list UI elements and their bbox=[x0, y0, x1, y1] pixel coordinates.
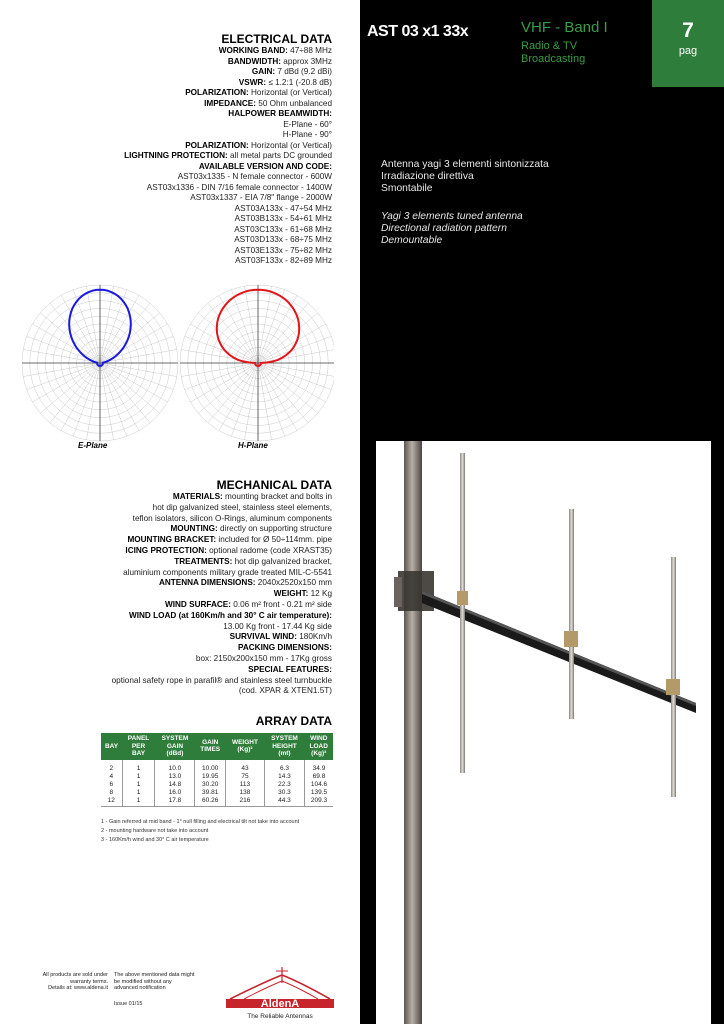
electrical-value: 47÷88 MHz bbox=[287, 46, 332, 55]
mechanical-value: box: 2150x200x150 mm - 17Kg gross bbox=[195, 653, 332, 663]
mechanical-row bbox=[2, 589, 332, 600]
array-cell: 6 bbox=[101, 781, 122, 789]
electrical-row bbox=[2, 162, 332, 173]
mechanical-value: 12 Kg bbox=[308, 589, 332, 599]
array-cell: 139.5 bbox=[310, 789, 328, 797]
mechanical-data-title: MECHANICAL DATA bbox=[216, 478, 332, 492]
footer-warranty bbox=[32, 972, 108, 992]
electrical-row bbox=[2, 204, 332, 215]
electrical-value: Horizontal (or Vertical) bbox=[248, 88, 332, 97]
electrical-value: AST03x1336 - DIN 7/16 female connector - 1400W bbox=[146, 182, 332, 192]
electrical-label: POLARIZATION: bbox=[185, 88, 249, 97]
h-plane-label: H-Plane bbox=[238, 441, 268, 450]
mechanical-row bbox=[2, 665, 332, 676]
mechanical-value: teflon isolators, silicon O-Rings, aluminum components bbox=[132, 513, 332, 523]
electrical-row bbox=[2, 46, 332, 57]
mechanical-row bbox=[2, 492, 332, 503]
mechanical-value: optional radome (code XRAST35) bbox=[206, 545, 332, 555]
array-cell: 14.3 bbox=[264, 773, 304, 781]
radiation-patterns bbox=[22, 283, 334, 453]
electrical-row bbox=[2, 109, 332, 120]
electrical-data-list bbox=[2, 46, 332, 267]
array-cell: 34.9 bbox=[312, 764, 326, 772]
electrical-value: 50 Ohm unbalanced bbox=[255, 98, 332, 108]
array-cell: 1 bbox=[122, 781, 155, 789]
mechanical-value: 0.06 m² front - 0.21 m² side bbox=[230, 599, 332, 609]
footer-disclaimer bbox=[114, 972, 194, 992]
electrical-value: AST03A133x - 47÷54 MHz bbox=[234, 203, 332, 213]
mechanical-row bbox=[2, 557, 332, 568]
array-header-text: TIMES bbox=[200, 746, 221, 754]
logo-tagline: The Reliable Antennas bbox=[247, 1013, 313, 1020]
array-data-title: ARRAY DATA bbox=[255, 714, 332, 728]
footer-disclaimer-line: advanced notification bbox=[114, 985, 166, 991]
description-line: Directional radiation pattern bbox=[381, 223, 507, 235]
array-header-text: BAY bbox=[131, 750, 146, 757]
mechanical-row bbox=[2, 524, 332, 535]
logo-brand: AldenA bbox=[260, 998, 300, 1010]
electrical-row bbox=[2, 151, 332, 162]
page-number-box bbox=[652, 0, 724, 87]
mechanical-row bbox=[2, 514, 332, 525]
array-cell: 75 bbox=[225, 773, 264, 781]
array-table-body bbox=[101, 760, 333, 807]
array-cell: 104.6 bbox=[310, 780, 328, 788]
mechanical-label: SPECIAL FEATURES: bbox=[248, 664, 332, 674]
array-header-text: LOAD bbox=[309, 742, 328, 750]
mechanical-value: included for Ø 50÷114mm. pipe bbox=[216, 535, 332, 545]
array-cell: 2 bbox=[101, 760, 122, 773]
band-subtitle-line: Radio & TV bbox=[521, 40, 578, 52]
electrical-row bbox=[2, 130, 332, 141]
array-header-cell bbox=[122, 733, 155, 760]
array-header-text: SYSTEM bbox=[161, 735, 189, 742]
antenna-photo bbox=[376, 441, 711, 1024]
array-cell: 16.0 bbox=[155, 789, 195, 797]
array-cell: 138 bbox=[225, 789, 264, 797]
array-cell: 216 bbox=[225, 797, 264, 806]
array-header-cell bbox=[155, 733, 195, 760]
electrical-value: approx 3MHz bbox=[281, 56, 332, 66]
description-line: Yagi 3 elements tuned antenna bbox=[381, 211, 523, 222]
electrical-value: AST03F133x - 82÷89 MHz bbox=[235, 256, 332, 265]
array-note: 1 - Gain referred at mid band - 1° null filling and electrical tilt not take into account bbox=[101, 819, 300, 825]
electrical-row bbox=[2, 246, 332, 257]
mechanical-row bbox=[2, 568, 332, 579]
array-cell: 19.95 bbox=[195, 773, 225, 781]
array-cell: 30.3 bbox=[264, 789, 304, 797]
array-cell: 17.8 bbox=[155, 797, 195, 806]
array-header-text: (dBd) bbox=[166, 750, 184, 757]
left-column bbox=[0, 0, 360, 1024]
array-header-text: SYSTEM bbox=[271, 735, 298, 742]
electrical-data-title: ELECTRICAL DATA bbox=[221, 32, 332, 46]
array-cell: 1 bbox=[122, 797, 155, 806]
mechanical-value: mounting bracket and bolts in bbox=[222, 492, 332, 501]
array-header-text: WIND bbox=[310, 735, 328, 742]
electrical-value: H-Plane - 90° bbox=[282, 130, 332, 139]
mechanical-value: aluminium components military grade treated MIL-C-5541 bbox=[123, 567, 332, 577]
band-subtitle-line: Broadcasting bbox=[521, 53, 586, 65]
mechanical-row bbox=[2, 676, 332, 687]
mechanical-label: WIND LOAD (at 160Km/h and 30° C air temperature): bbox=[129, 610, 332, 620]
mechanical-label: TREATMENTS: bbox=[174, 556, 233, 566]
table-row bbox=[101, 797, 333, 806]
footer-disclaimer-line: The above mentioned data might bbox=[114, 972, 195, 978]
array-cell: 69.8 bbox=[312, 772, 326, 780]
electrical-value: AST03E133x - 75÷82 MHz bbox=[234, 245, 332, 255]
electrical-label: IMPEDANCE: bbox=[204, 98, 256, 108]
electrical-label: GAIN: bbox=[251, 67, 276, 76]
array-header-text: PER bbox=[131, 742, 146, 750]
e-plane-label: E-Plane bbox=[78, 441, 108, 450]
mechanical-row bbox=[2, 686, 332, 697]
array-cell: 22.3 bbox=[264, 781, 304, 789]
electrical-row bbox=[2, 193, 332, 204]
array-cell: 39.81 bbox=[195, 789, 225, 797]
electrical-value: AST03C133x - 61÷68 MHz bbox=[234, 224, 332, 234]
table-row bbox=[101, 781, 333, 789]
electrical-row bbox=[2, 57, 332, 68]
array-cell: 1 bbox=[122, 760, 155, 773]
array-header-text: (Kg)² bbox=[237, 746, 253, 754]
electrical-value: ≤ 1.2:1 (-20.8 dB) bbox=[266, 77, 332, 87]
footer-issue: Issue 01/15 bbox=[114, 1001, 143, 1007]
mechanical-row bbox=[2, 578, 332, 589]
electrical-value: AST03x1335 - N female connector - 600W bbox=[177, 172, 332, 181]
mechanical-label: WIND SURFACE: bbox=[165, 599, 231, 609]
array-cell: 12 bbox=[101, 797, 122, 806]
description-line: Irradiazione direttiva bbox=[381, 171, 474, 183]
electrical-row bbox=[2, 183, 332, 194]
description-line: Antenna yagi 3 elementi sintonizzata bbox=[381, 159, 549, 170]
array-header-text: GAIN bbox=[202, 738, 219, 746]
table-row bbox=[101, 760, 333, 773]
antenna-illustration bbox=[376, 441, 711, 1024]
array-cell: 10.0 bbox=[155, 760, 195, 773]
electrical-value: AST03D133x - 68÷75 MHz bbox=[234, 235, 332, 244]
description-italian bbox=[381, 159, 549, 196]
footer-warranty-line: warranty terms. bbox=[70, 978, 108, 985]
mechanical-value: 2040x2520x150 mm bbox=[255, 578, 332, 588]
array-header-text: (mt) bbox=[278, 750, 291, 757]
array-header-cell bbox=[264, 733, 304, 760]
array-header-text: GAIN bbox=[166, 742, 184, 750]
band-subtitle bbox=[521, 40, 585, 66]
aldena-logo-mark bbox=[222, 965, 338, 1020]
array-cell: 8 bbox=[101, 789, 122, 797]
array-header-cell bbox=[225, 733, 264, 760]
footer-warranty-line: Details at: www.aldena.it bbox=[48, 985, 108, 991]
mechanical-value: hot dip galvanized steel, stainless steel elements, bbox=[152, 502, 332, 512]
array-cell: 113 bbox=[225, 781, 264, 789]
table-row bbox=[101, 773, 333, 781]
mechanical-value: (cod. XPAR & XTEN1.5T) bbox=[238, 686, 332, 696]
electrical-label: WORKING BAND: bbox=[218, 46, 288, 55]
array-header-cell bbox=[304, 733, 333, 760]
band-title: VHF - Band I bbox=[521, 19, 608, 36]
electrical-row bbox=[2, 88, 332, 99]
array-header-text: BAY bbox=[104, 742, 119, 750]
array-cell: 209.3 bbox=[310, 797, 328, 805]
mechanical-label: SURVIVAL WIND: bbox=[229, 632, 297, 642]
array-cell: 14.8 bbox=[155, 781, 195, 789]
mechanical-row bbox=[2, 643, 332, 654]
description-line: Smontabile bbox=[381, 183, 433, 195]
electrical-value: Horizontal (or Vertical) bbox=[248, 140, 332, 150]
mechanical-row bbox=[2, 600, 332, 611]
mechanical-data-list bbox=[2, 492, 332, 697]
electrical-row bbox=[2, 141, 332, 152]
electrical-label: POLARIZATION: bbox=[185, 140, 249, 150]
electrical-value: AST03x1337 - EIA 7/8" flange - 2000W bbox=[190, 193, 332, 202]
array-data-table bbox=[101, 733, 333, 807]
aldena-logo bbox=[222, 965, 338, 1020]
electrical-row bbox=[2, 235, 332, 246]
electrical-label: BANDWIDTH: bbox=[227, 56, 282, 66]
electrical-row bbox=[2, 225, 332, 236]
array-header-text: (Kg)³ bbox=[311, 750, 327, 757]
array-header-text: WEIGHT bbox=[231, 738, 258, 746]
mechanical-row bbox=[2, 611, 332, 622]
electrical-row bbox=[2, 172, 332, 183]
mechanical-row bbox=[2, 654, 332, 665]
mechanical-value: 180Km/h bbox=[296, 632, 332, 642]
mechanical-row bbox=[2, 503, 332, 514]
array-note: 3 - 160Km/h wind and 30° C air temperature bbox=[101, 837, 209, 843]
array-table-header bbox=[101, 733, 333, 760]
mechanical-label: WEIGHT: bbox=[273, 589, 309, 599]
electrical-label: LIGHTNING PROTECTION: bbox=[124, 151, 228, 160]
mechanical-value: optional safety rope in parafil® and stainless steel turnbuckle bbox=[111, 675, 332, 685]
mechanical-row bbox=[2, 546, 332, 557]
mechanical-row bbox=[2, 622, 332, 633]
radiation-pattern-charts bbox=[22, 283, 334, 453]
electrical-row bbox=[2, 99, 332, 110]
array-header-cell bbox=[195, 733, 225, 760]
electrical-value: E-Plane - 60° bbox=[283, 119, 332, 129]
mechanical-label: MATERIALS: bbox=[172, 492, 223, 501]
mechanical-value: hot dip galvanized bracket, bbox=[232, 556, 332, 566]
electrical-row bbox=[2, 78, 332, 89]
mechanical-value: directly on supporting structure bbox=[217, 524, 332, 534]
array-header-text: PANEL bbox=[127, 735, 150, 742]
electrical-value: AST03B133x - 54÷61 MHz bbox=[234, 214, 332, 223]
array-cell: 44.3 bbox=[264, 797, 304, 806]
mechanical-label: ICING PROTECTION: bbox=[125, 545, 207, 555]
electrical-value: all metal parts DC grounded bbox=[227, 151, 332, 160]
electrical-row bbox=[2, 256, 332, 267]
mechanical-label: MOUNTING BRACKET: bbox=[127, 535, 217, 545]
array-cell: 1 bbox=[122, 789, 155, 797]
array-cell: 10.00 bbox=[195, 760, 225, 773]
array-cell: 43 bbox=[225, 760, 264, 773]
array-header-cell bbox=[101, 733, 122, 760]
array-cell: 4 bbox=[101, 773, 122, 781]
page-number: 7 bbox=[682, 19, 694, 42]
array-cell: 60.26 bbox=[195, 797, 225, 806]
description-line: Demountable bbox=[381, 235, 443, 247]
electrical-value: 7 dBd (9.2 dBi) bbox=[275, 67, 332, 76]
mechanical-value: 13.00 Kg front - 17.44 Kg side bbox=[223, 621, 332, 631]
mechanical-row bbox=[2, 535, 332, 546]
array-header-text: HEIGHT bbox=[272, 742, 297, 750]
table-row bbox=[101, 789, 333, 797]
model-code: AST 03 x1 33x bbox=[367, 23, 469, 40]
electrical-row bbox=[2, 214, 332, 225]
mechanical-row bbox=[2, 632, 332, 643]
electrical-row bbox=[2, 120, 332, 131]
mechanical-label: PACKING DIMENSIONS: bbox=[237, 643, 332, 653]
array-cell: 30.20 bbox=[195, 781, 225, 789]
mechanical-label: MOUNTING: bbox=[170, 524, 218, 534]
electrical-label: AVAILABLE VERSION AND CODE: bbox=[198, 161, 332, 171]
array-notes bbox=[101, 818, 299, 845]
page-label: pag bbox=[678, 45, 698, 57]
footer-warranty-line: All products are sold under bbox=[42, 972, 108, 978]
electrical-label: VSWR: bbox=[238, 77, 267, 87]
footer-disclaimer-line: be modified without any bbox=[114, 978, 172, 985]
array-cell: 6.3 bbox=[264, 760, 304, 773]
electrical-label: HALPOWER BEAMWIDTH: bbox=[228, 109, 332, 118]
electrical-row bbox=[2, 67, 332, 78]
description-english bbox=[381, 211, 523, 248]
array-cell: 13.0 bbox=[155, 773, 195, 781]
mechanical-label: ANTENNA DIMENSIONS: bbox=[158, 578, 256, 588]
array-note: 2 - mounting hardware not take into account bbox=[101, 828, 209, 834]
array-cell: 1 bbox=[122, 773, 155, 781]
